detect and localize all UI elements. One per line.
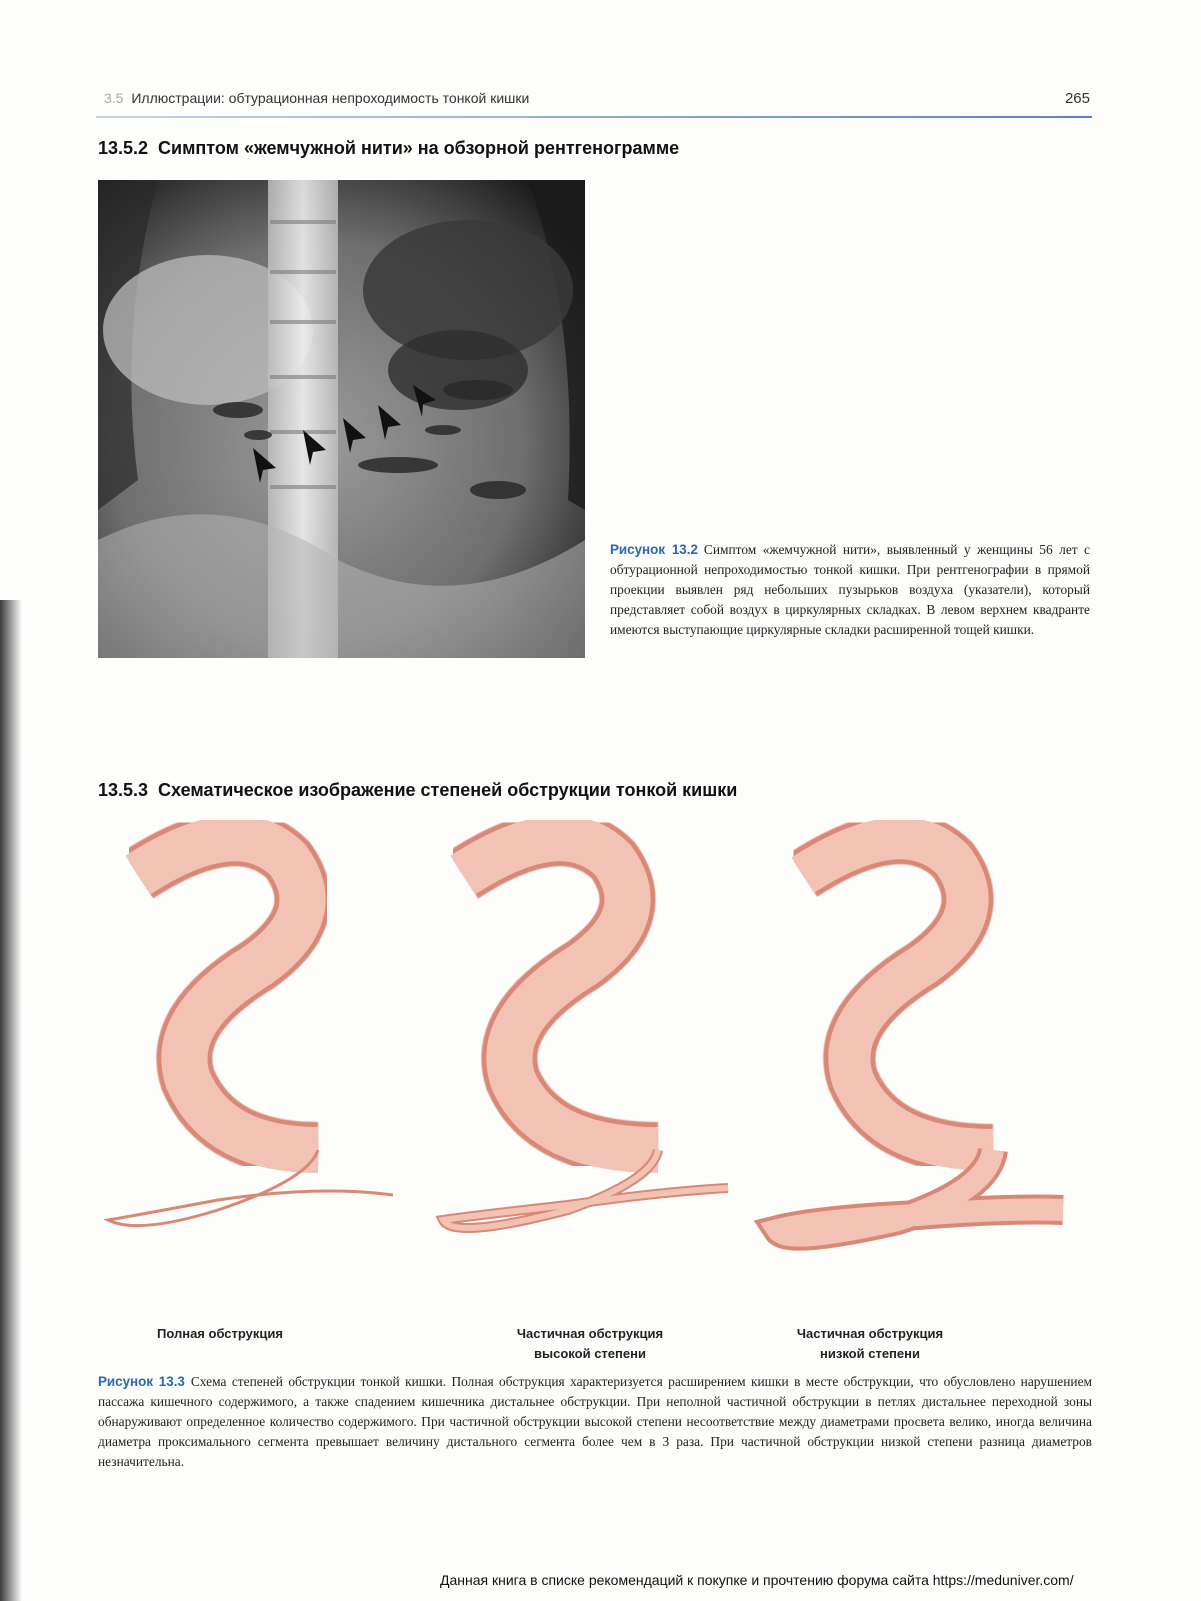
diagram-label-complete	[120, 1324, 320, 1344]
diagram-label-partial-low	[760, 1324, 980, 1364]
book-spine-shadow	[0, 600, 22, 1601]
running-head-title: Иллюстрации: обтурационная непроходимость тонкой кишки	[131, 90, 530, 106]
label-line2: низкой степени	[820, 1346, 920, 1361]
section-heading-13-5-2	[98, 138, 679, 159]
section-title: Симптом «жемчужной нити» на обзорной рентгенограмме	[158, 138, 680, 158]
running-head	[104, 90, 1090, 114]
footer-note: Данная книга в списке рекомендаций к покупке и прочтению форума сайта https://meduniver.com/	[440, 1572, 1074, 1588]
caption-text: Схема степеней обструкции тонкой кишки. Полная обструкция характеризуется расширением кишки в месте обструкции, что обусловлено нарушением пассажа кишечного содержимого, а также спадением кишечника дистальнее обструкции. При неполной частичной обструкции в петлях дистальнее переходной зоны обнаруживают определенное количество содержимого. При частичной обструкции высокой степени несоответствие между диаметрами просвета велико, иногда величина диаметра проксимального сегмента превышает величину дистального сегмента более чем в 3 раза. При частичной обструкции низкой степени разница диаметров незначительна.	[98, 1374, 1092, 1469]
bowel-partial-high-obstruction	[443, 838, 728, 1228]
obstruction-diagram	[98, 820, 1092, 1320]
figure-label: Рисунок 13.3	[98, 1374, 185, 1389]
xray-image	[98, 180, 585, 658]
section-number: 13.5.2	[98, 138, 149, 158]
caption-text: Симптом «жемчужной нити», выявленный у женщины 56 лет с обтурационной непроходимостью тонкой кишки. При рентгенографии в прямой проекции выявлен ряд небольших пузырьков воздуха (указатели), который представляет собой воздух в циркулярных складках. В левом верхнем квадранте имеются выступающие циркулярные складки расширенной тощей кишки.	[610, 542, 1090, 637]
bowel-complete-obstruction	[108, 838, 393, 1225]
page-number: 265	[1064, 90, 1090, 107]
bowel-partial-low-obstruction	[778, 838, 1063, 1235]
label-line1: Частичная обструкция	[516, 1326, 664, 1341]
diagram-label-partial-high	[480, 1324, 700, 1364]
label-line2: высокой степени	[534, 1346, 646, 1361]
label-line1: Полная обструкция	[157, 1326, 283, 1341]
figure-13-3-caption	[98, 1372, 1092, 1472]
section-number: 13.5.3	[98, 780, 149, 800]
running-head-section: 3.5	[104, 90, 124, 106]
header-rule	[96, 116, 1092, 118]
section-title: Схематическое изображение степеней обструкции тонкой кишки	[158, 780, 738, 800]
section-heading-13-5-3	[98, 780, 737, 801]
label-line1: Частичная обструкция	[796, 1326, 944, 1341]
figure-13-2-caption	[610, 540, 1090, 640]
figure-label: Рисунок 13.2	[610, 542, 698, 557]
